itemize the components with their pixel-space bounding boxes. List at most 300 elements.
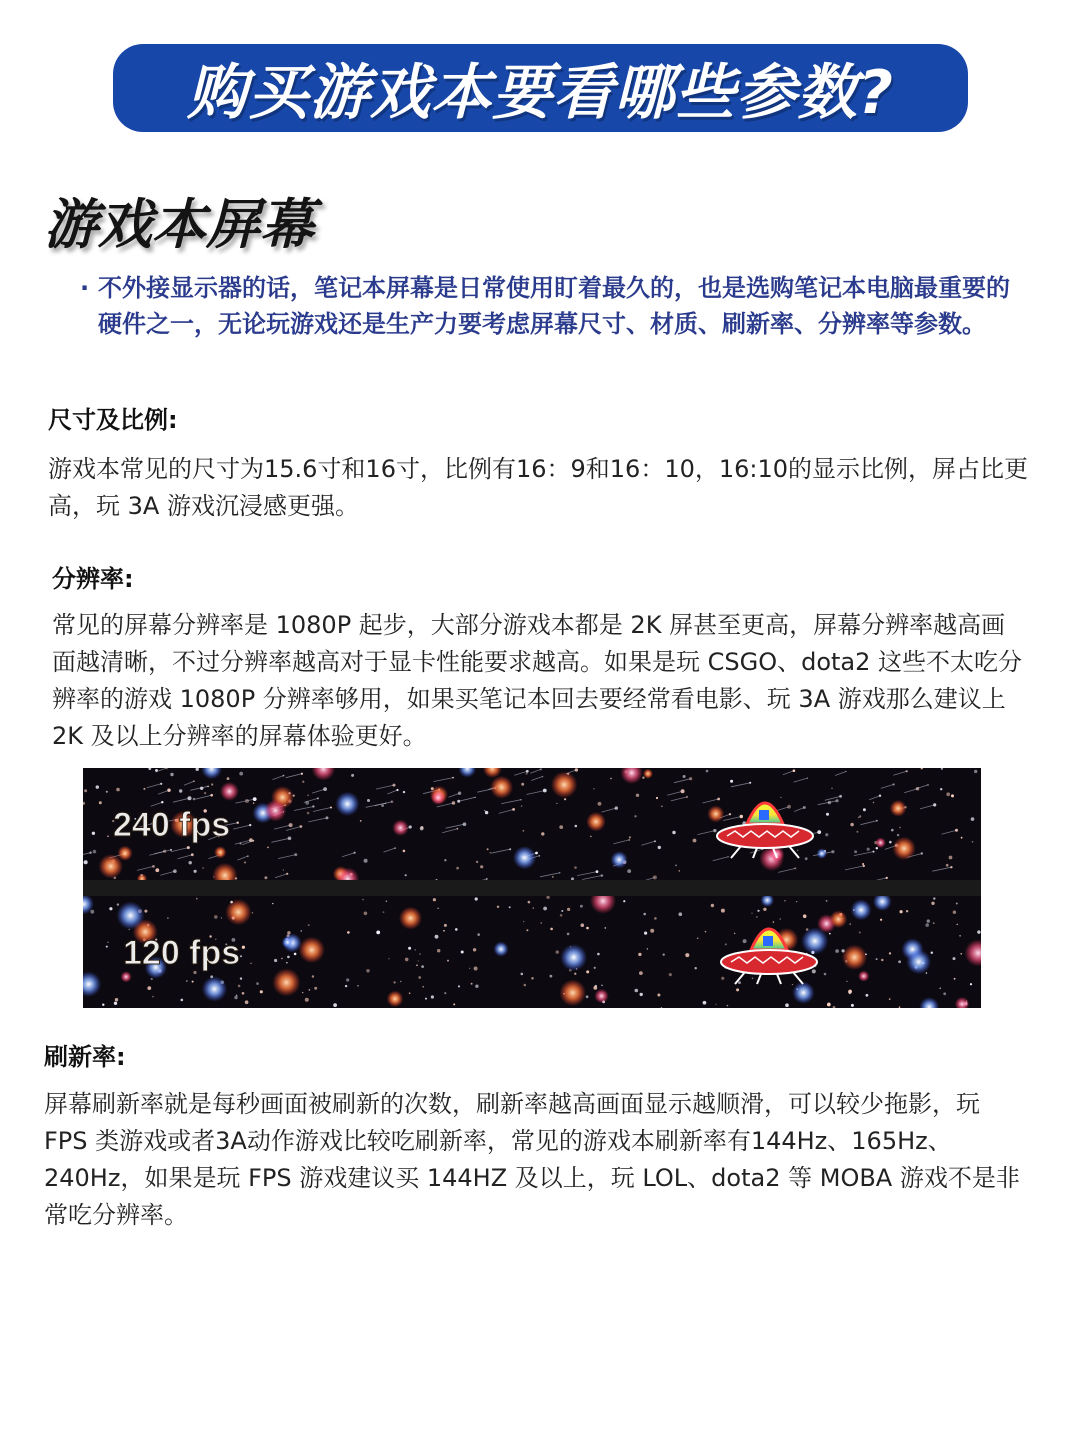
- star-glow: [817, 848, 827, 858]
- star-dot: [531, 977, 534, 980]
- star-glow: [643, 769, 653, 779]
- star-dot: [546, 896, 549, 899]
- star-dot: [351, 774, 354, 777]
- star-dot: [683, 775, 686, 778]
- star-dot: [763, 908, 766, 911]
- star-dot: [485, 811, 488, 814]
- star-dot: [409, 992, 411, 994]
- star-dot: [475, 985, 478, 988]
- star-dot: [286, 962, 288, 964]
- star-dot: [383, 911, 385, 913]
- star-dot: [550, 928, 553, 931]
- star-dot: [627, 869, 631, 873]
- star-dot: [346, 978, 349, 981]
- star-dot: [99, 801, 102, 804]
- star-dot: [106, 791, 108, 793]
- star-dot: [484, 810, 485, 811]
- star-dot: [521, 973, 524, 976]
- star-dot: [956, 903, 958, 905]
- star-dot: [444, 992, 446, 994]
- star-dot: [974, 770, 977, 773]
- star-dot: [447, 960, 449, 962]
- star-dot: [281, 958, 282, 959]
- star-dot: [610, 778, 611, 779]
- resolution-heading: 分辨率:: [52, 565, 134, 593]
- star-dot: [115, 998, 118, 1001]
- star-dot: [444, 859, 446, 861]
- star-dot: [234, 996, 237, 999]
- star-dot: [556, 950, 559, 953]
- star-dot: [785, 1003, 789, 1007]
- star-dot: [151, 978, 153, 980]
- star-dot: [889, 998, 891, 1000]
- star-dot: [705, 931, 707, 933]
- star-dot: [835, 949, 839, 953]
- star-dot: [797, 850, 798, 851]
- star-dot: [476, 861, 478, 863]
- star-dot: [523, 921, 524, 922]
- star-glow: [493, 942, 508, 957]
- fps-label-120: 120 fps: [123, 934, 241, 972]
- star-dot: [431, 995, 434, 998]
- star-dot: [564, 798, 566, 800]
- star-dot: [711, 904, 714, 907]
- star-dot: [419, 953, 420, 954]
- star-dot: [970, 983, 972, 985]
- star-dot: [657, 994, 660, 997]
- star-glow: [431, 790, 446, 805]
- star-dot: [647, 948, 648, 949]
- star-dot: [900, 910, 903, 913]
- star-dot: [307, 794, 309, 796]
- resolution-body: 常见的屏幕分辨率是 1080P 起步，大部分游戏本都是 2K 屏甚至更高，屏幕分辨率越高画面越清晰，不过分辨率越高对于显卡性能要求越高。如果是玩 CSGO、dota2 这些不太吃分辨率的游戏 1080P 分辨率够用，如果买笔记本回去要经常看电影、玩 3A 游戏那么建议上 2K 及以上分辨率的屏幕体验更好。: [52, 611, 1023, 750]
- star-dot: [862, 863, 864, 865]
- star-dot: [661, 806, 663, 808]
- star-dot: [526, 773, 528, 775]
- star-dot: [703, 1001, 706, 1004]
- star-dot: [433, 898, 436, 901]
- star-glow: [792, 982, 814, 1004]
- star-dot: [828, 801, 831, 804]
- star-dot: [453, 1003, 455, 1005]
- star-glow: [559, 980, 586, 1007]
- star-dot: [456, 867, 459, 870]
- star-dot: [727, 1005, 729, 1007]
- star-dot: [523, 830, 525, 832]
- star-dot: [425, 998, 427, 1000]
- star-dot: [586, 970, 589, 973]
- star-dot: [873, 802, 874, 803]
- star-dot: [211, 783, 213, 785]
- star-dot: [376, 931, 380, 935]
- star-dot: [301, 930, 302, 931]
- star-dot: [561, 910, 563, 912]
- star-dot: [598, 802, 602, 806]
- star-dot: [444, 924, 447, 927]
- star-dot: [586, 927, 589, 930]
- star-dot: [415, 949, 416, 950]
- star-dot: [96, 785, 99, 788]
- star-dot: [84, 789, 87, 792]
- star-dot: [418, 960, 419, 961]
- fps-comparison-image: [83, 768, 981, 1008]
- star-dot: [946, 864, 949, 867]
- star-dot: [114, 1002, 117, 1005]
- star-dot: [773, 921, 775, 923]
- star-dot: [972, 841, 974, 843]
- star-dot: [779, 918, 781, 920]
- star-glow: [202, 976, 227, 1001]
- star-dot: [550, 975, 553, 978]
- star-dot: [891, 829, 894, 832]
- star-dot: [438, 908, 439, 909]
- star-dot: [421, 826, 424, 829]
- star-dot: [240, 977, 242, 979]
- intro-text: 不外接显示器的话，笔记本屏幕是日常使用盯着最久的，也是选购笔记本电脑最重要的硬件之一，无论玩游戏还是生产力要考虑屏幕尺寸、材质、刷新率、分辨率等参数。: [98, 274, 1010, 338]
- star-dot: [658, 846, 661, 849]
- star-dot: [824, 973, 827, 976]
- star-dot: [109, 907, 112, 910]
- star-dot: [805, 857, 808, 860]
- star-dot: [192, 981, 194, 983]
- star-dot: [931, 952, 933, 954]
- star-dot: [366, 969, 369, 972]
- star-dot: [107, 835, 109, 837]
- star-glow: [594, 989, 608, 1003]
- star-dot: [345, 985, 347, 987]
- star-dot: [543, 907, 547, 911]
- star-dot: [721, 909, 725, 913]
- star-dot: [528, 901, 531, 904]
- star-dot: [405, 874, 407, 876]
- star-dot: [155, 868, 159, 872]
- star-dot: [252, 912, 253, 913]
- star-dot: [654, 917, 657, 920]
- star-dot: [597, 953, 600, 956]
- star-dot: [245, 1000, 249, 1004]
- star-dot: [940, 988, 941, 989]
- star-dot: [784, 900, 785, 901]
- star-dot: [333, 1003, 337, 1007]
- refresh-heading: 刷新率:: [44, 1043, 126, 1071]
- star-glow: [707, 805, 724, 822]
- star-dot: [695, 967, 697, 969]
- star-dot: [957, 924, 958, 925]
- star-dot: [314, 987, 317, 990]
- star-dot: [144, 910, 147, 913]
- title-banner: [113, 44, 968, 132]
- star-dot: [725, 943, 727, 945]
- star-dot: [274, 959, 277, 962]
- star-glow: [225, 899, 251, 925]
- star-glow: [892, 837, 915, 860]
- star-dot: [381, 804, 384, 807]
- star-dot: [242, 992, 245, 995]
- star-dot: [933, 922, 935, 924]
- star-dot: [636, 794, 639, 797]
- star-dot: [272, 903, 273, 904]
- star-dot: [260, 990, 263, 993]
- star-dot: [474, 967, 478, 971]
- star-glow: [560, 944, 587, 971]
- star-glow: [858, 971, 869, 982]
- star-dot: [364, 912, 368, 916]
- star-dot: [347, 931, 350, 934]
- star-dot: [734, 933, 735, 934]
- star-dot: [656, 797, 658, 799]
- star-dot: [170, 773, 173, 776]
- star-dot: [179, 789, 182, 792]
- star-dot: [638, 953, 641, 956]
- star-dot: [927, 919, 930, 922]
- star-glow: [387, 991, 404, 1008]
- star-dot: [586, 995, 589, 998]
- star-dot: [787, 805, 791, 809]
- star-dot: [846, 981, 847, 982]
- star-glow: [513, 846, 536, 869]
- star-dot: [403, 791, 405, 793]
- star-dot: [863, 808, 866, 811]
- star-dot: [780, 797, 781, 798]
- star-dot: [541, 922, 542, 923]
- star-glow: [117, 846, 132, 861]
- star-dot: [405, 958, 409, 962]
- star-dot: [480, 865, 483, 868]
- star-glow: [890, 800, 907, 817]
- star-dot: [880, 919, 882, 921]
- star-dot: [831, 788, 833, 790]
- star-dot: [418, 976, 421, 979]
- star-dot: [859, 815, 861, 817]
- star-dot: [308, 924, 310, 926]
- star-dot: [294, 953, 297, 956]
- star-dot: [856, 831, 858, 833]
- star-glow: [117, 902, 145, 930]
- star-dot: [933, 897, 935, 899]
- star-dot: [812, 969, 816, 973]
- star-dot: [362, 899, 364, 901]
- star-dot: [825, 833, 828, 836]
- star-dot: [826, 900, 828, 902]
- star-dot: [302, 781, 304, 783]
- star-glow: [830, 910, 848, 928]
- star-dot: [92, 832, 95, 835]
- star-dot: [106, 946, 108, 948]
- star-dot: [706, 770, 709, 773]
- star-dot: [672, 831, 675, 834]
- star-dot: [756, 916, 757, 917]
- star-dot: [644, 932, 647, 935]
- star-dot: [471, 983, 473, 985]
- star-glow: [490, 776, 513, 799]
- star-dot: [287, 956, 290, 959]
- star-dot: [730, 780, 733, 783]
- star-glow: [586, 812, 606, 832]
- star-glow: [264, 800, 286, 822]
- star-dot: [242, 946, 245, 949]
- star-dot: [675, 865, 677, 867]
- star-dot: [850, 823, 853, 826]
- star-dot: [256, 982, 259, 985]
- section-title: 游戏本屏幕: [44, 193, 314, 256]
- star-dot: [960, 953, 962, 955]
- star-dot: [829, 933, 831, 935]
- star-glow: [611, 851, 628, 868]
- star-dot: [435, 935, 439, 939]
- star-dot: [196, 898, 198, 900]
- star-dot: [866, 994, 869, 997]
- star-glow: [392, 820, 408, 836]
- star-dot: [567, 933, 570, 936]
- star-dot: [477, 933, 480, 936]
- star-dot: [473, 948, 476, 951]
- bullet-dot: ·: [80, 274, 90, 302]
- star-dot: [421, 965, 424, 968]
- star-dot: [567, 908, 570, 911]
- star-dot: [898, 960, 901, 963]
- star-dot: [367, 799, 370, 802]
- star-dot: [437, 949, 440, 952]
- star-dot: [639, 971, 643, 975]
- fps-label-240: 240 fps: [113, 806, 231, 844]
- star-dot: [757, 910, 759, 912]
- star-dot: [167, 917, 169, 919]
- star-dot: [116, 788, 120, 792]
- star-glow: [272, 968, 300, 996]
- star-dot: [899, 827, 901, 829]
- star-dot: [803, 914, 807, 918]
- star-dot: [552, 876, 554, 878]
- star-dot: [954, 978, 956, 980]
- star-dot: [357, 985, 359, 987]
- star-dot: [796, 901, 797, 902]
- star-dot: [906, 910, 908, 912]
- star-dot: [953, 911, 956, 914]
- star-dot: [601, 985, 602, 986]
- star-dot: [302, 992, 303, 993]
- star-dot: [571, 877, 574, 880]
- star-glow: [801, 927, 828, 954]
- star-dot: [267, 847, 269, 849]
- star-dot: [461, 951, 464, 954]
- star-dot: [455, 928, 458, 931]
- star-dot: [490, 852, 491, 853]
- star-dot: [623, 900, 625, 902]
- star-dot: [854, 850, 857, 853]
- star-dot: [946, 792, 950, 796]
- star-dot: [605, 927, 607, 929]
- star-dot: [738, 981, 741, 984]
- star-dot: [214, 915, 218, 919]
- star-glow: [335, 792, 359, 816]
- star-dot: [253, 802, 254, 803]
- image-divider: [83, 880, 981, 896]
- star-dot: [107, 942, 108, 943]
- star-dot: [826, 813, 829, 816]
- star-dot: [202, 867, 204, 869]
- star-dot: [416, 964, 418, 966]
- star-dot: [697, 938, 699, 940]
- star-dot: [423, 986, 424, 987]
- star-dot: [250, 963, 251, 964]
- star-glow: [220, 782, 239, 801]
- star-dot: [497, 906, 499, 908]
- star-dot: [575, 825, 578, 828]
- star-dot: [360, 820, 362, 822]
- star-dot: [953, 957, 956, 960]
- star-dot: [393, 981, 395, 983]
- star-dot: [977, 930, 980, 933]
- star-dot: [634, 815, 636, 817]
- star-dot: [881, 959, 883, 961]
- star-dot: [876, 847, 878, 849]
- star-dot: [867, 848, 870, 851]
- star-dot: [949, 856, 953, 860]
- star-dot: [388, 958, 389, 959]
- star-glow: [906, 949, 931, 974]
- star-dot: [715, 1004, 716, 1005]
- star-dot: [650, 929, 654, 933]
- star-dot: [386, 900, 388, 902]
- star-dot: [533, 907, 534, 908]
- star-dot: [849, 992, 851, 994]
- star-dot: [943, 992, 946, 995]
- star-dot: [940, 788, 942, 790]
- star-dot: [189, 861, 192, 864]
- star-dot: [663, 954, 665, 956]
- star-dot: [679, 912, 683, 916]
- star-dot: [590, 836, 592, 838]
- intro-paragraph: [80, 270, 1020, 342]
- star-dot: [221, 917, 222, 918]
- fps-starfield: [83, 768, 981, 1008]
- page-title: 购买游戏本要看哪些参数?: [187, 58, 894, 128]
- star-dot: [193, 798, 196, 801]
- star-dot: [693, 839, 697, 843]
- star-dot: [925, 923, 929, 927]
- star-dot: [364, 859, 368, 863]
- star-dot: [521, 783, 524, 786]
- star-dot: [244, 862, 246, 864]
- star-dot: [509, 906, 511, 908]
- star-dot: [194, 870, 197, 873]
- star-dot: [859, 932, 861, 934]
- star-dot: [283, 870, 284, 871]
- star-glow: [121, 971, 132, 982]
- star-dot: [669, 973, 672, 976]
- star-dot: [849, 923, 851, 925]
- star-glow: [299, 937, 325, 963]
- star-glow: [214, 846, 226, 858]
- star-dot: [899, 1006, 901, 1008]
- refresh-body: 屏幕刷新率就是每秒画面被刷新的次数，刷新率越高画面显示越顺滑，可以较少拖影，玩 FPS 类游戏或者3A动作游戏比较吃刷新率，常见的游戏本刷新率有144Hz、165Hz、240Hz，如果是玩 FPS 游戏建议买 144HZ 及以上，玩 LOL、dota2 等 MOBA 游戏不是非常吃分辨率。: [44, 1090, 1020, 1229]
- star-dot: [400, 981, 401, 982]
- star-dot: [593, 788, 594, 789]
- star-dot: [93, 850, 97, 854]
- size-heading: 尺寸及比例:: [48, 406, 178, 434]
- star-dot: [307, 812, 310, 815]
- star-dot: [143, 788, 145, 790]
- star-glow: [551, 771, 578, 798]
- star-dot: [581, 923, 585, 927]
- star-dot: [926, 972, 928, 974]
- star-dot: [574, 866, 577, 869]
- star-dot: [594, 967, 596, 969]
- star-dot: [643, 913, 646, 916]
- star-dot: [876, 958, 878, 960]
- star-dot: [408, 947, 411, 950]
- star-dot: [721, 977, 724, 980]
